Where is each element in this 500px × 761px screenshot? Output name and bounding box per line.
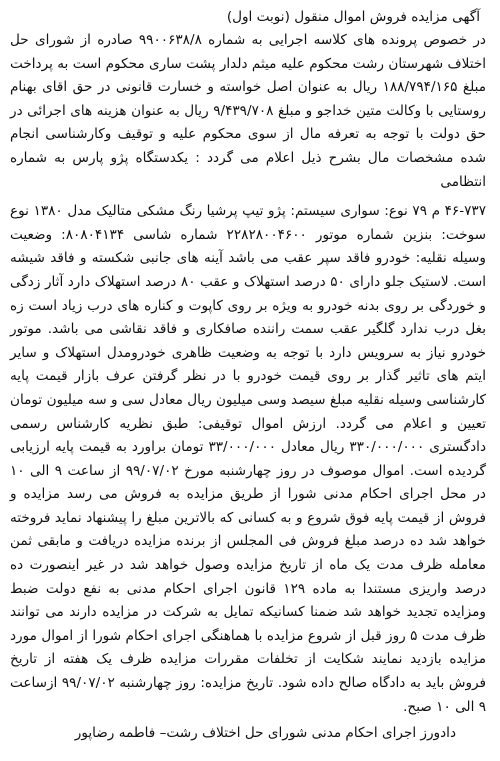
notice-intro-paragraph: در خصوص پرونده های کلاسه اجرایی به شماره ۹۹۰۰۶۳۸/۸ صادره از شورای حل اختلاف شهرستان رشت محکوم علیه میثم دلدار پشت ساری محکوم است به پرداخت مبلغ ۱۸۸/۷۹۴/۱۶۵ ریال به عنوان اصل خواسته و خسارت قانونی در حق اقای بهنام روستایی با وکالت متین خداجو و مبلغ ۹/۴۳۹/۷۰۸ ریال به عنوان هزینه های اجرائی در حق دولت با توجه به تعرفه مال از سوی محکوم علیه و توقیف وکارشناسی انجام شده مشخصات مال بشرح ذیل اعلام می گردد : یکدستگاه پژو پارس به شماره انتظامی xyxy=(10,32,486,190)
notice-body-paragraph: ۴۶-۷۳۷ م ۷۹ نوع: سواری سیستم: پژو تیپ پرشیا رنگ مشکی متالیک مدل ۱۳۸۰ نوع سوخت: بنزین شماره موتور ۲۲۸۲۸۰۰۴۶۰۰ شماره شاسی ۸۰۸۰۴۱۳۴: وضعیت وسیله نقلیه: خودرو فاقد سپر عقب می باشد آینه های جانبی شکسته و فاقد شیشه است. لاستیک جلو دارای ۵۰ درصد استهلاک و عقب ۸۰ درصد استهلاک دارد آثار زدگی و خوردگی بر روی بدنه خودرو به ویژه بر روی کاپوت و کناره های درب زیاد است زه بغل درب ندارد گلگیر عقب سمت راننده صافکاری و فاقد نقاشی می باشد. موتور خودرو نیاز به سرویس دارد با توجه به وضعیت ظاهری خودرومدل استهلاک و سایر ایتم های تاثیر گذار بر روی قیمت خودرو با در نظر گرفتن عرف بازار قیمت پایه کارشناسی وسیله نقلیه مبلغ سیصد وسی میلیون ریال معادل سی و سه میلیون تومان تعیین و اعلام می گردد. ارزش اموال توقیفی: طبق نظریه کارشناس رسمی دادگستری ۳۳۰/۰۰۰/۰۰۰ ریال معادل ۳۳/۰۰۰/۰۰۰ تومان براورد به قیمت پایه ارزیابی گردیده است. اموال موصوف در روز چهارشنبه مورخ ۹۹/۰۷/۰۲ از ساعت ۹ الی ۱۰ در محل اجرای احکام مدنی شورا از طریق مزایده به فروش می رسد مزایده و فروش از قیمت پایه فوق شروع و به کسانی که بالاترین مبلغ را پیشنهاد نماید فروخته خواهد شد ده درصد مبلغ فروش فی المجلس از برنده مزایده دریافت و مابقی ثمن معامله ظرف مدت یک ماه از تاریخ مزایده وصول خواهد شد در غیر اینصورت ده درصد واریزی مستندا به ماده ۱۲۹ قانون اجرای احکام مدنی به نفع دولت ضبط ومزایده تجدید خواهد شد ضمنا کسانیکه تمایل به شرکت در مزایده دارند می توانند ظرف مدت ۵ روز قبل از شروع مزایده با هماهنگی اجرای احکام شورا از اموال مورد مزایده بازدید نمایند شکایت از تخلفات مقررات مزایده ظرف یک هفته از تاریخ فروش باید به دادگاه صالح داده شود. تاریخ مزایده: روز چهارشنبه ۹۹/۰۷/۰۲ ازساعت ۹ الی ۱۰ صبح. xyxy=(10,203,487,715)
notice-signature: دادورز اجرای احکام مدنی شورای حل اختلاف رشت– فاطمه رضاپور xyxy=(74,725,456,742)
notice-title: آگهی مزایده فروش اموال منقول (نوبت اول) xyxy=(226,9,480,25)
